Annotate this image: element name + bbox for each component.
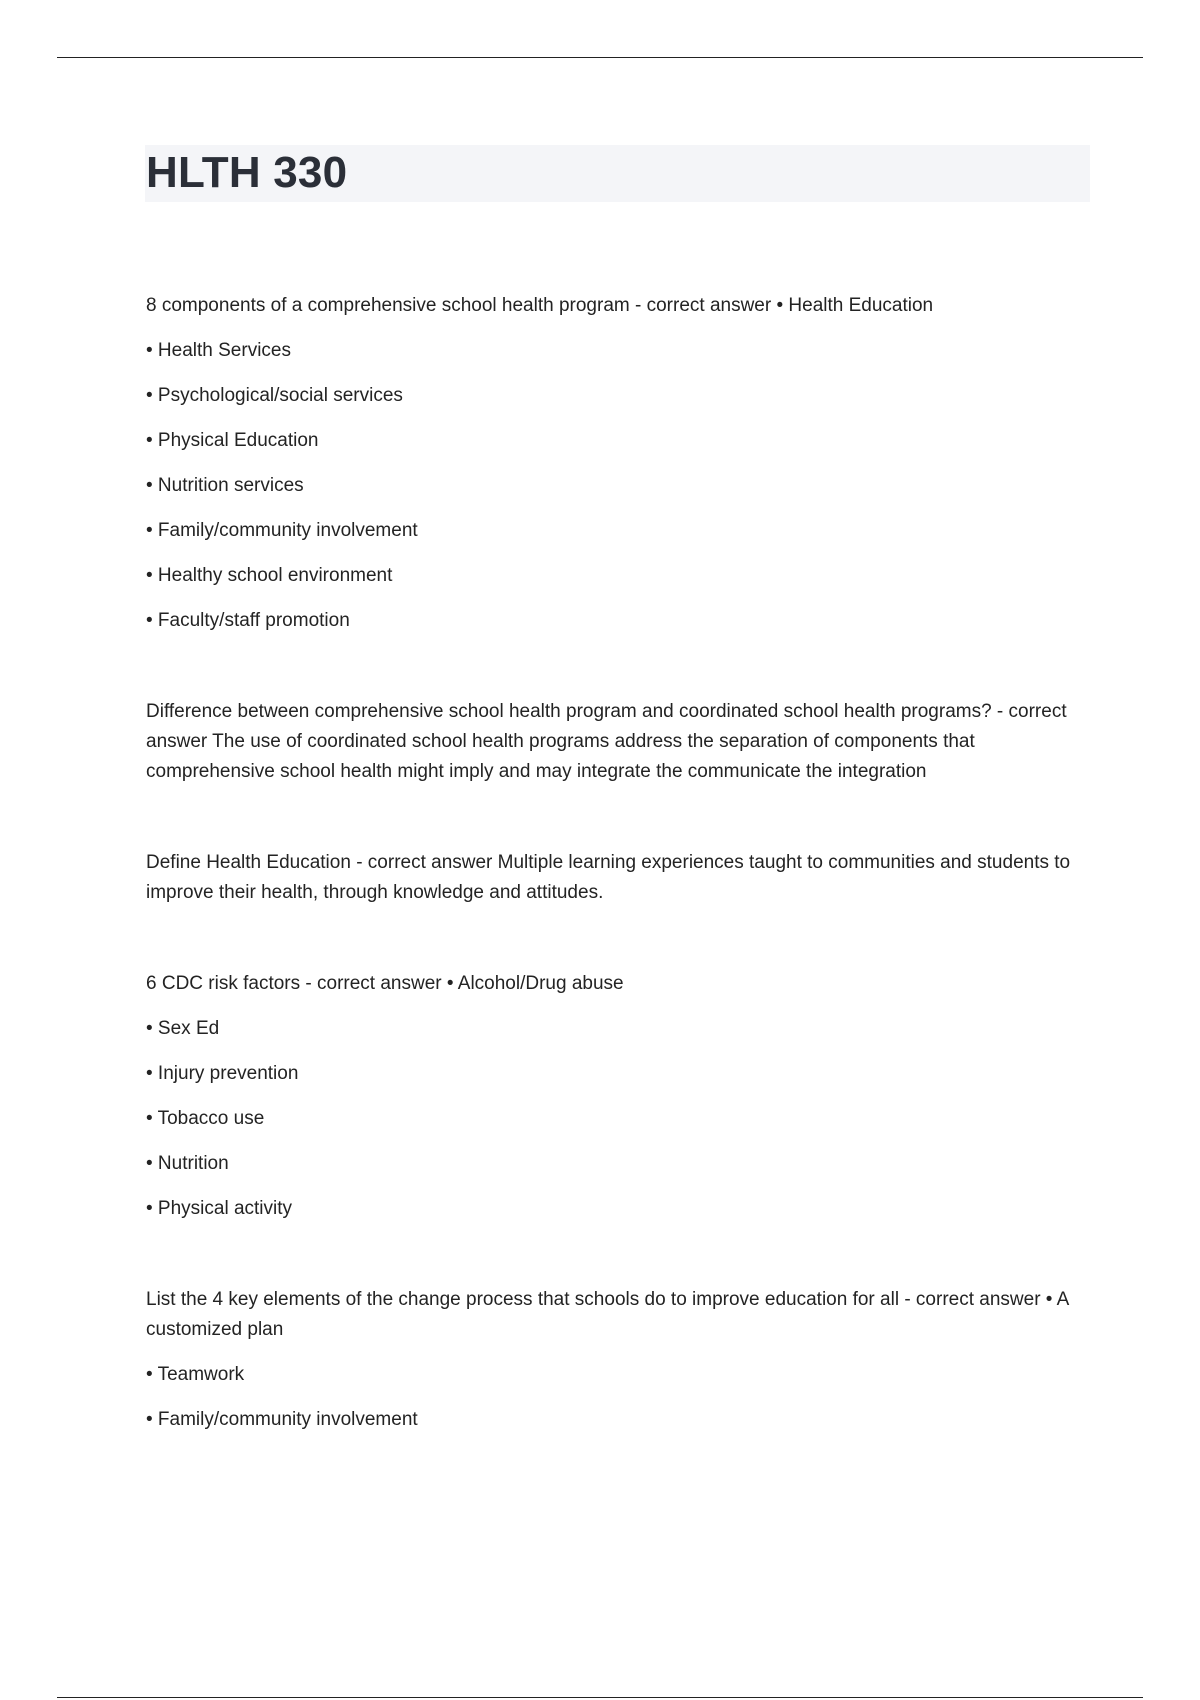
document-body [146, 291, 1076, 1450]
section-gap [146, 1239, 1076, 1285]
section-gap [146, 651, 1076, 697]
list-item: • Family/community involvement [146, 520, 418, 541]
list-item: • Psychological/social services [146, 385, 403, 406]
section-gap [146, 802, 1076, 848]
list-item: • Teamwork [146, 1364, 245, 1385]
list-item: • Family/community involvement [146, 1409, 418, 1430]
list-item: • Nutrition [146, 1153, 229, 1174]
list-item: • Healthy school environment [146, 565, 393, 586]
question-line: List the 4 key elements of the change process that schools do to improve education for all - correct answer • A customized plan [146, 1289, 1069, 1340]
question-answer-paragraph: Difference between comprehensive school health program and coordinated school health programs? - correct answer The use of coordinated school health programs address the separation of components that comprehensive school health might imply and may integrate the communicate the integration [146, 701, 1067, 782]
list-item: • Faculty/staff promotion [146, 610, 350, 631]
question-line: 8 components of a comprehensive school health program - correct answer • Health Education [146, 295, 934, 316]
list-item: • Nutrition services [146, 475, 304, 496]
list-item: • Health Services [146, 340, 291, 361]
list-item: • Sex Ed [146, 1018, 220, 1039]
question-line: 6 CDC risk factors - correct answer • Alcohol/Drug abuse [146, 973, 624, 994]
list-item: • Tobacco use [146, 1108, 265, 1129]
qa-item-change-process [146, 1285, 1076, 1435]
section-gap [146, 923, 1076, 969]
qa-item-cdc-risk-factors [146, 969, 1076, 1224]
question-answer-paragraph: Define Health Education - correct answer Multiple learning experiences taught to communities and students to improve their health, through knowledge and attitudes. [146, 852, 1071, 903]
list-item: • Physical activity [146, 1198, 293, 1219]
qa-item-difference [146, 697, 1076, 787]
qa-item-components [146, 291, 1076, 636]
list-item: • Injury prevention [146, 1063, 299, 1084]
top-rule [57, 57, 1143, 58]
list-item: • Physical Education [146, 430, 319, 451]
bottom-rule [57, 1697, 1143, 1698]
document-title: HLTH 330 [146, 148, 348, 197]
qa-item-define-health-education [146, 848, 1076, 908]
